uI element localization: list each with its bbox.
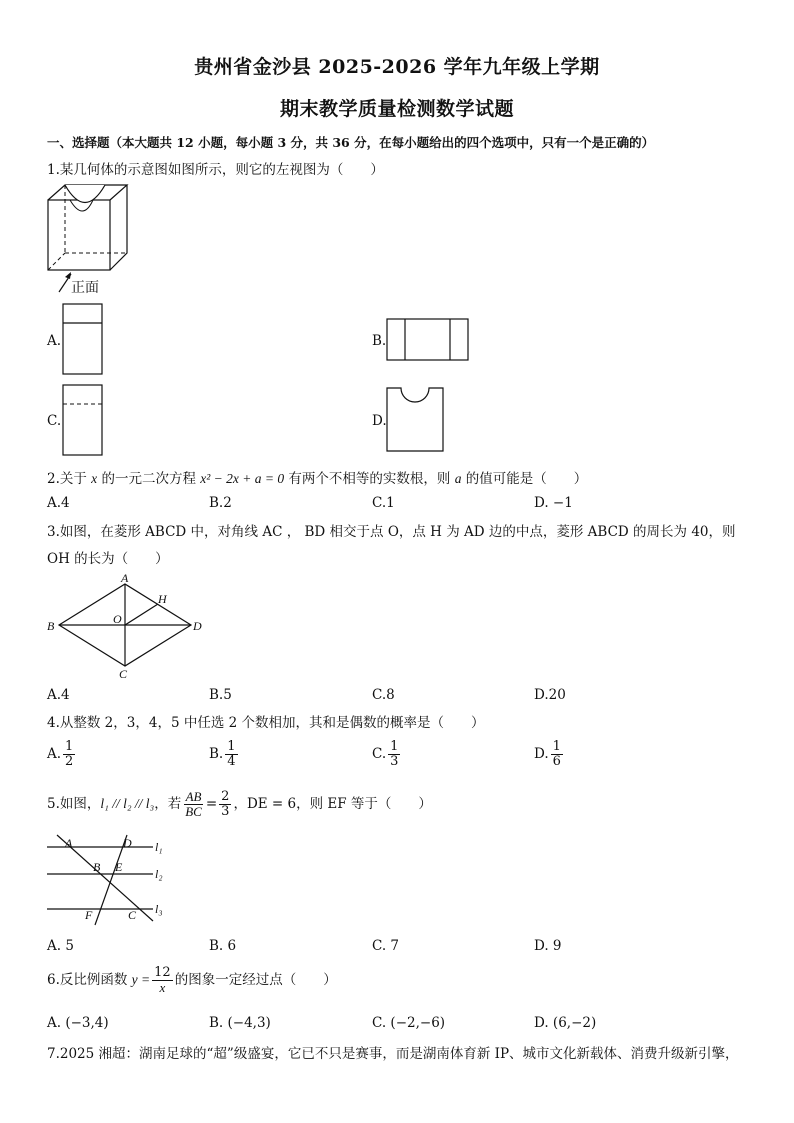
question-5-stem: 5.如图，l₁ // l₂ // l₃，若 $\frac{AB}{BC}$ = $\frac{2}{3}$ ，DE = 6，则 EF 等于（ ） — [47, 789, 432, 819]
question-2-stem: 2.关于 x 的一元二次方程 x² − 2x + a = 0 有两个不相等的实数根，则 a 的值可能是（ ） — [47, 471, 588, 487]
section-heading: 一、选择题（本大题共 12 小题，每小题 3 分，共 36 分，在每小题给出的四个选项中，只有一个是正确的） — [47, 135, 655, 150]
q6-option-a[interactable]: A. (−3,4) — [47, 1015, 109, 1031]
page-title-line2: 期末教学质量检测数学试题 — [279, 98, 514, 120]
q5-option-d[interactable]: D. 9 — [534, 938, 562, 954]
q3-label-h: H — [158, 592, 167, 606]
q4-option-d[interactable]: D. $\frac{1}{6}$ — [534, 739, 561, 769]
q6-option-d[interactable]: D. (6,−2) — [534, 1015, 597, 1031]
q3-label-o: O — [113, 612, 122, 626]
q1-front-label: 正面 — [71, 280, 99, 296]
q4-option-a[interactable]: A. $\frac{1}{2}$ — [47, 739, 74, 769]
q1-option-a[interactable]: A. — [47, 333, 62, 349]
q3-option-b[interactable]: B.5 — [209, 687, 232, 703]
q1-option-b[interactable]: B. — [372, 333, 387, 349]
q6-option-c[interactable]: C. (−2,−6) — [372, 1015, 446, 1031]
q5-label-l2: l₂ — [155, 867, 163, 881]
question-7-stem: 7.2025 湘超：湖南足球的“超”级盛宴，它已不只是赛事，而是湖南体育新 IP、城市文化新载体、消费升级新引擎， — [47, 1046, 739, 1062]
q1-option-c[interactable]: C. — [47, 413, 62, 429]
q5-option-a[interactable]: A. 5 — [47, 938, 74, 954]
q2-option-d[interactable]: D. −1 — [534, 495, 573, 511]
q2-option-a[interactable]: A.4 — [47, 495, 70, 511]
q5-label-a: A — [65, 836, 73, 850]
q2-option-c[interactable]: C.1 — [372, 495, 395, 511]
q5-option-c[interactable]: C. 7 — [372, 938, 400, 954]
q5-label-e: E — [115, 860, 123, 874]
q5-label-b: B — [93, 860, 101, 874]
q5-label-l3: l₃ — [155, 902, 163, 916]
q1-option-d[interactable]: D. — [372, 413, 387, 429]
q5-label-d: D — [123, 836, 132, 850]
q3-label-a: A — [121, 571, 129, 585]
question-6-stem: 6.反比例函数 y = $\frac{12}{x}$ 的图象一定经过点（ ） — [47, 965, 337, 995]
page-title-line1: 贵州省金沙县 2025-2026 学年九年级上学期 — [194, 56, 600, 78]
q1-option-a-figure — [62, 303, 104, 377]
q3-label-c: C — [119, 667, 128, 681]
q5-parallel-lines-figure — [45, 835, 175, 927]
q4-option-b[interactable]: B. $\frac{1}{4}$ — [209, 739, 236, 769]
q1-option-c-figure — [62, 384, 104, 458]
q5-label-c: C — [128, 908, 137, 922]
q4-option-c[interactable]: C. $\frac{1}{3}$ — [372, 739, 399, 769]
q1-option-d-figure — [386, 387, 446, 455]
question-4-stem: 4.从整数 2，3，4，5 中任选 2 个数相加，其和是偶数的概率是（ ） — [47, 715, 485, 731]
q6-option-b[interactable]: B. (−4,3) — [209, 1015, 271, 1031]
q3-label-b: B — [47, 619, 55, 633]
q5-label-f: F — [85, 908, 93, 922]
q5-label-l1: l₁ — [155, 840, 163, 854]
q2-option-b[interactable]: B.2 — [209, 495, 232, 511]
question-1-stem: 1.某几何体的示意图如图所示，则它的左视图为（ ） — [47, 162, 384, 178]
question-3-stem-line2: OH 的长为（ ） — [47, 551, 169, 567]
q3-option-d[interactable]: D.20 — [534, 687, 566, 703]
q1-option-b-figure — [386, 318, 471, 362]
q5-option-b[interactable]: B. 6 — [209, 938, 237, 954]
question-3-stem-line1: 3.如图，在菱形 ABCD 中，对角线 AC ， BD 相交于点 O，点 H 为 AD 边的中点，菱形 ABCD 的周长为 40，则 — [47, 524, 736, 540]
q3-option-a[interactable]: A.4 — [47, 687, 70, 703]
q3-rhombus-figure — [45, 571, 215, 681]
q3-option-c[interactable]: C.8 — [372, 687, 395, 703]
q3-label-d: D — [193, 619, 202, 633]
